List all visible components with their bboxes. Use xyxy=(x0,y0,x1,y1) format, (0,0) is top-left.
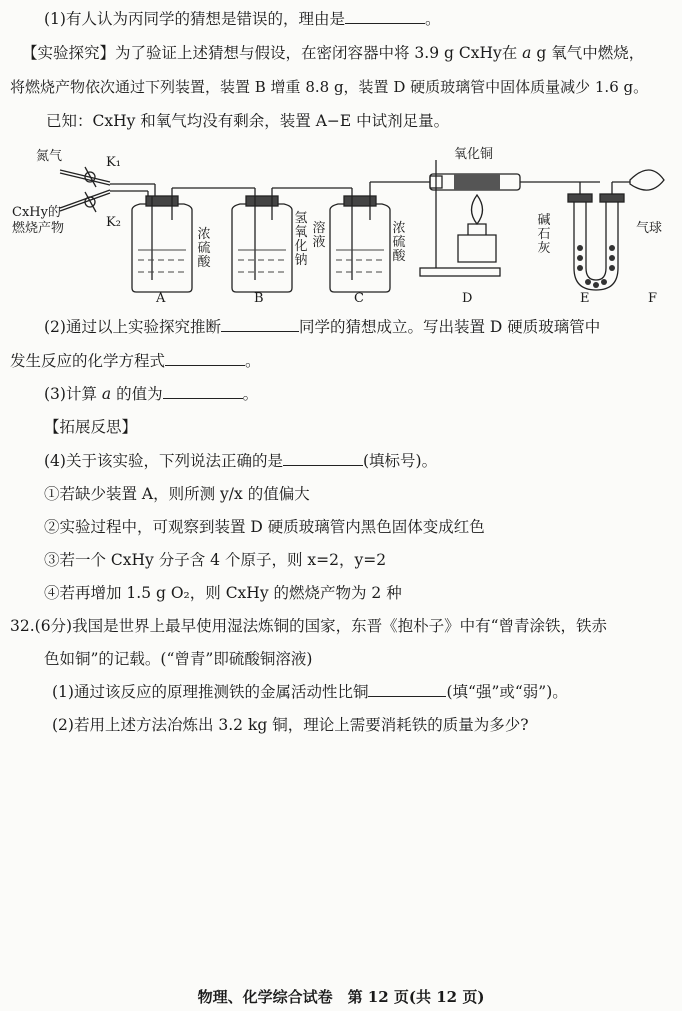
q2-line-1: (2)通过以上实验探究推断 同学的猜想成立。写出装置 D 硬质玻璃管中 xyxy=(44,318,601,336)
c-reagent-label-2: 浓硫酸 xyxy=(392,221,406,264)
page-footer: 物理、化学综合试卷 第 12 页(共 12 页) xyxy=(197,988,485,1006)
q4-option-3: ③若一个 CxHy 分子含 4 个原子，则 x=2，y=2 xyxy=(44,551,387,569)
q4-line: (4)关于该实验，下列说法正确的是 (填标号)。 xyxy=(44,452,438,470)
soda-lime-label: 碱石灰 xyxy=(537,213,551,256)
q32-sub2: (2)若用上述方法冶炼出 3.2 kg 铜，理论上需要消耗铁的质量为多少? xyxy=(52,716,529,734)
q32-sub1: (1)通过该反应的原理推测铁的金属活动性比铜 (填“强”或“弱”)。 xyxy=(52,683,568,701)
q4-option-4: ④若再增加 1.5 g O₂，则 CxHy 的燃烧产物为 2 种 xyxy=(44,584,402,602)
q3-answer-blank xyxy=(163,384,243,399)
var-a: a xyxy=(522,44,532,62)
label-b: B xyxy=(254,291,264,306)
label-d: D xyxy=(462,291,473,306)
apparatus-diagram xyxy=(0,140,682,310)
q2-answer-blank-1 xyxy=(221,317,299,332)
q32-line-2: 色如铜”的记载。(“曾青”即硫酸铜溶液) xyxy=(44,650,313,668)
label-c: C xyxy=(354,291,364,306)
q4-option-1: ①若缺少装置 A，则所测 y/x 的值偏大 xyxy=(44,485,310,503)
q2-line-2: 发生反应的化学方程式 。 xyxy=(10,352,261,370)
c-reagent-label-1: 溶液 xyxy=(312,221,326,250)
balloon-label: 气球 xyxy=(636,221,663,236)
nitrogen-label: 氮气 xyxy=(36,149,63,164)
q32-line-1: 32.(6分)我国是世界上最早使用湿法炼铜的国家，东晋《抱朴子》中有“曾青涂铁，铁赤 xyxy=(10,617,608,635)
copper-oxide-label: 氧化铜 xyxy=(454,147,494,162)
label-a: A xyxy=(156,291,166,306)
extension-heading: 【拓展反思】 xyxy=(44,418,138,436)
product-label-2: 燃烧产物 xyxy=(12,221,65,236)
k2-label: K₂ xyxy=(106,215,121,230)
exp-line-2: 将燃烧产物依次通过下列装置，装置 B 增重 8.8 g，装置 D 硬质玻璃管中固体质量减少 1.6 g。 xyxy=(10,78,649,96)
exp-line-1: 【实验探究】为了验证上述猜想与假设，在密闭容器中将 3.9 g CxHy在 a g 氧气中燃烧， xyxy=(22,44,645,62)
q1-line: (1)有人认为丙同学的猜想是错误的，理由是 。 xyxy=(44,10,441,28)
a-reagent-label: 浓硫酸 xyxy=(197,227,211,270)
product-label-1: CxHy的 xyxy=(12,205,61,220)
q3-line: (3)计算 a 的值为 。 xyxy=(44,385,259,403)
q32-answer-blank xyxy=(368,682,446,697)
k1-label: K₁ xyxy=(106,155,121,170)
q1-answer-blank xyxy=(345,9,425,24)
q4-answer-blank xyxy=(283,451,363,466)
q1-text: (1)有人认为丙同学的猜想是错误的，理由是 xyxy=(44,10,345,28)
q2-answer-blank-2 xyxy=(165,351,245,366)
label-f: F xyxy=(648,291,658,306)
exp-line-3: 已知：CxHy 和氧气均没有剩余，装置 A−E 中试剂足量。 xyxy=(46,112,450,130)
q4-option-2: ②实验过程中，可观察到装置 D 硬质玻璃管内黑色固体变成红色 xyxy=(44,518,485,536)
b-reagent-label: 氢氧化钠 xyxy=(294,211,308,268)
label-e: E xyxy=(580,291,590,306)
